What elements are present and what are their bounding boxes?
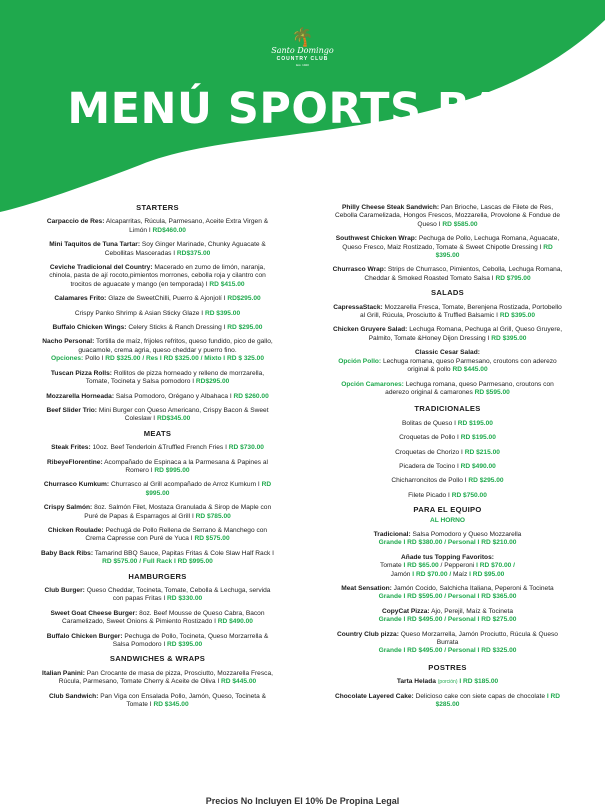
item-price: RD$460.00 (152, 226, 186, 234)
item-desc: Acompañado de Espinaca a la Parmesana & Papines al Romero (104, 458, 269, 474)
pizza-meat-sensation (330, 585, 565, 602)
item-desc: Soy Ginger Marinade, Chunky Aguacate & Cebollitas Masceradas (104, 241, 266, 257)
item-price: RD $795.00 (495, 274, 531, 282)
item-price: RD $445.00 (221, 678, 257, 686)
item-price: RD$345.00 (156, 415, 191, 423)
menu-item: Club Burger: Queso Cheddar, Tocineta, Tomate, Cebolla & Lechuga, servida con papas Fritas I RD $330.00 (44, 587, 271, 603)
dessert-tarta-helada (330, 678, 565, 686)
item-desc: Glaze de SweetChilli, Puerro & Ajonjolí (108, 295, 222, 303)
menu-item: Southwest Chicken Wrap: Pechuga de Pollo, Lechuga Romana, Aguacate, Queso Fresco, Maiz Rostizado, Tomate & Sweet Chipotle Dressing I RD $395.00 (335, 235, 560, 260)
item-desc: Bolitas de Queso (402, 419, 453, 427)
pizza-toppings (330, 554, 565, 579)
item-price: RD $785.00 (195, 512, 231, 520)
item-name: Italian Panini: (42, 669, 85, 677)
item-price: Grande I RD $380.00 / Personal I RD $210.00 (378, 539, 517, 547)
pizza-copycat (330, 608, 565, 625)
item-price: I RD $285.00 (435, 692, 561, 709)
item-price: RD $395.00 (499, 312, 536, 320)
club-logo (0, 28, 605, 67)
item-desc: Filete Picado (408, 491, 447, 499)
section-heading-tradicionales: TRADICIONALES (414, 404, 481, 414)
item-name: Buffalo Chicken Burger: (46, 632, 123, 640)
options-label: Opciones: (51, 355, 84, 363)
menu-item: Beef Slider Trio: Mini Burger con Queso Americano, Crispy Bacon & Sweet Coleslaw I RD$345.00 (46, 406, 269, 423)
item-price: RD $195.00 (457, 419, 493, 427)
item-desc: Pechuga de Pollo, Tocineta, Queso Morzarrella & Salsa Pomodoro (112, 632, 269, 649)
item-price: I RD $185.00 (459, 678, 499, 686)
option-desc: Lechuga romana, queso Parmesano, croutons con aderezo original & pollo (382, 357, 557, 374)
menu-item: Carpaccio de Res: Alcaparritas, Rúcula, Parmesano, Aceite Extra Virgen & Limón I RD$460.00 (46, 218, 269, 234)
item-name: Nacho Personal: (42, 338, 95, 346)
item-name: Sweet Goat Cheese Burger: (50, 609, 138, 617)
menu-item: Italian Panini: Pan Crocante de masa de pizza, Prosciutto, Mozzarella Fresca, Rúcula, Parmesano, Tomate Cherry & Aceite de Oliva I RD $445.00 (42, 669, 273, 686)
item-desc: Strips de Churrasco, Pimientos, Cebolla, Lechuga Romana, Cheddar & Smoked Roasted Tomato Salsa (364, 266, 563, 282)
right-column (330, 204, 565, 715)
menu-item: Steak Frites: 10oz. Beef Tenderloin &Truffled French Fries I RD $730.00 (51, 444, 264, 452)
item-name: CopyCat Pizza: (381, 607, 430, 615)
topping-name: Maíz (453, 570, 468, 578)
item-price: RD $730.00 (228, 444, 264, 452)
item-desc: Rollitos de pizza horneado y relleno de morrzarella, Tomate, Tocineta y Salsa pomodoro (85, 369, 265, 386)
item-name: Churrasco Wrap: (332, 266, 387, 274)
item-desc: 8oz. Beef Mousse de Queso Cabra, Bacon Caramelizado, Sweet Onions & Pimiento Rostizado (62, 609, 265, 626)
item-price: RD $445.00 (452, 366, 488, 374)
item-desc: Croquetas de Pollo (399, 434, 456, 442)
logo-country-club: COUNTRY CLUB (276, 56, 329, 62)
menu-item: Buffalo Chicken Wings: Celery Sticks & Ranch Dressing I RD $295.00 (52, 324, 263, 332)
item-price: RD $595.00 (474, 388, 510, 396)
item-desc: Tamarind BBQ Sauce, Papitas Fritas & Cole Slaw Half Rack (94, 549, 271, 557)
item-desc: Alcaparritas, Rúcula, Parmesano, Aceite Extra Virgen & Limón (105, 218, 269, 234)
item-price: RD$375.00 (176, 249, 211, 257)
section-heading-sandwiches: SANDWICHES & WRAPS (109, 654, 206, 664)
footer-note: Precios No Incluyen El 10% De Propina Legal (205, 796, 400, 806)
menu-item-classic-cesar-shrimp (330, 381, 565, 398)
pizza-country-club (330, 631, 565, 656)
section-heading-meats: MEATS (143, 428, 172, 438)
portion-tag: (porción) (437, 679, 458, 686)
menu-item: Croquetas de Chorizo I RD $215.00 (395, 448, 500, 456)
section-subheading-al-horno: AL HORNO (429, 516, 466, 524)
topping-price: I RD $95.00 (469, 570, 505, 578)
item-price: RD $395.00 (204, 309, 241, 317)
menu-item: Crispy Salmón: 8oz. Salmón Filet, Mostaza Granulada & Sirop de Maple con Puré de Papas & Esparragos al Grill I RD $785.00 (43, 504, 272, 520)
option-label: Opción Camarones: (341, 380, 404, 388)
menu-item: CapressaStack: Mozzarella Fresca, Tomate, Berenjena Rostizada, Portobello al Grill, Rúcula, Prosciutto & Truffled Balsamic I RD $395.00 (333, 303, 562, 320)
topping-name: / Pepperoni (440, 562, 475, 570)
menu-item: Churrasco Kumkum: Churrasco al Grill acompañado de Arroz Kumkum I RD $995.00 (43, 481, 272, 497)
item-price: RD $490.00 (460, 462, 496, 470)
item-price: RD $395.00 (167, 641, 203, 649)
item-desc: Salsa Pomodoro y Queso Mozzarella (412, 530, 522, 538)
pizza-tradicional (330, 531, 565, 548)
item-name: Meat Sensation: (341, 585, 392, 592)
section-heading-salads: SALADS (430, 288, 465, 298)
item-desc: Pan Viga con Ensalada Pollo, Jamón, Queso, Tocineta & Tomate (100, 692, 267, 709)
item-name: RibeyeFlorentine: (46, 458, 103, 466)
topping-name: Tomate (380, 562, 402, 570)
item-price: RD$295.00 (195, 378, 230, 386)
item-price: RD $995.00 (145, 481, 272, 497)
item-price: RD $415.00 (209, 280, 245, 288)
left-column (40, 204, 275, 715)
item-price: RD $260.00 (233, 392, 269, 400)
dessert-chocolate-cake (330, 693, 565, 710)
item-name: Chicken Roulade: (47, 526, 104, 534)
item-desc: Lechuga Romana, Pechuga al Grill, Queso Gruyere, Palmito, Tomate &Honey Dijon Dressing (368, 326, 563, 342)
item-price: RD $295.00 (468, 477, 504, 485)
item-name: Club Burger: (44, 587, 85, 594)
menu-title: MENÚ SPORTS BAR (67, 84, 538, 134)
topping-price: I RD $70.00 / (476, 562, 515, 570)
menu-item: Crispy Panko Shrimp & Asian Sticky Glaze I RD $395.00 (74, 309, 241, 317)
menu-item: Chicharroncitos de Pollo I RD $295.00 (391, 477, 504, 485)
item-price-extra: / Full Rack I RD $995.00 (139, 558, 213, 566)
options-desc: Pollo (85, 355, 100, 363)
item-desc: Celery Sticks & Ranch Dressing (128, 324, 222, 332)
menu-item: Nacho Personal: Tortilla de maíz, frijoles refritos, queso fundido, pico de gallo, guacamole, crema agria, queso cheddar y puerro fino. Opciones: Pollo I RD $325.00 / Res I RD $325.00 / Mixto I RD $ 325.00 (42, 338, 273, 363)
item-price: RD $330.00 (167, 595, 203, 603)
item-price: RD $395.00 (491, 334, 527, 342)
menu-item: RibeyeFlorentine: Acompañado de Espinaca a la Parmesana & Papines al Romero I RD $995.00 (46, 458, 269, 474)
menu-item: Mozzarella Horneada: Salsa Pomodoro, Orégano y Albahaca I RD $260.00 (46, 392, 269, 400)
topping-price: I RD $65.00 (403, 562, 439, 570)
item-desc: 10oz. Beef Tenderloin &Truffled French Fries (92, 444, 224, 452)
item-name: Carpaccio de Res: (46, 218, 105, 226)
menu-item: Philly Cheese Steak Sandwich: Pan Brioche, Lascas de Filete de Res, Cebolla Caramelizada, Hongos Frescos, Mozzarella, Provolone & Fondue de Queso I RD $585.00 (334, 204, 561, 228)
item-desc: 8oz. Salmón Filet, Mostaza Granulada & Sirop de Maple con Puré de Papas & Esparragos al Grill (84, 504, 272, 520)
item-name: Mozzarella Horneada: (46, 392, 115, 400)
item-desc: Jamón Cocido, Salchicha Italiana, Peperoni & Tocineta (393, 585, 554, 592)
section-heading-hamburgers: HAMBURGERS (128, 571, 187, 581)
item-price: Grande I RD $495.00 / Personal I RD $275.00 (378, 616, 517, 624)
item-name: Tuscan Pizza Rolls: (50, 369, 112, 377)
item-name: Tradicional: (373, 530, 411, 538)
item-price: Grande I RD $495.00 / Personal I RD $325.00 (378, 647, 517, 655)
item-desc: Mozzarella Fresca, Tomate, Berenjena Rostizada, Portobello al Grill, Rúcula, Prosciutto & Truffled Balsamic (359, 303, 562, 320)
item-price: RD $575.00 (102, 558, 138, 566)
item-desc: Macerado en zumo de limón, naranja, chinola, pasta de ají rocoto,pimientos morrones, cebolla roja y cilantro con trocitos de aguacate y mango (en temporada) (49, 264, 266, 288)
item-desc: Crispy Panko Shrimp & Asian Sticky Glaze (74, 309, 200, 317)
item-desc: Ajo, Perejil, Maíz & Tocineta (431, 607, 514, 615)
menu-item: Calamares Frito: Glaze de SweetChilli, Puerro & Ajonjolí I RD$295.00 (54, 295, 261, 303)
item-desc: Queso Morzarrella, Jamón Prociutto, Rúcula & Queso Burrata (400, 630, 558, 647)
item-name: Country Club pizza: (337, 630, 399, 638)
item-name: Club Sandwich: (48, 692, 99, 700)
item-name: Mini Taquitos de Tuna Tartar: (49, 241, 141, 249)
section-heading-equipo: PARA EL EQUIPO (413, 505, 482, 515)
item-price: RD $195.00 (460, 434, 496, 442)
item-name: Añade tus Topping Favoritos: (401, 553, 494, 561)
item-name: Chicken Gruyere Salad: (332, 326, 408, 334)
item-name: Baby Back Ribs: (41, 549, 94, 557)
item-price: RD $325.00 (105, 355, 141, 363)
item-desc: Churrasco al Grill acompañado de Arroz Kumkum (110, 481, 257, 489)
option-desc: Lechuga romana, queso Parmesano, croutons con aderezo original & camarones (385, 380, 554, 396)
menu-item: Baby Back Ribs: Tamarind BBQ Sauce, Papitas Fritas & Cole Slaw Half Rack I RD $575.00 / Full Rack I RD $995.00 (41, 549, 274, 566)
menu-item-classic-cesar (330, 349, 565, 374)
item-price: RD $750.00 (451, 491, 487, 499)
menu-item: Chicken Roulade: Pechugá de Pollo Rellena de Serrano & Manchego con Crema Capresse con Puré de Yuca I RD $575.00 (47, 526, 268, 543)
item-price-extra: / Res I RD $325.00 / Mixto I RD $ 325.00 (142, 355, 264, 363)
menu-item: Filete Picado I RD $750.00 (408, 491, 487, 499)
section-heading-starters: STARTERS (136, 203, 179, 212)
item-name: CapressaStack: (333, 303, 383, 311)
item-price: RD $215.00 (464, 448, 500, 456)
item-desc: Pan Brioche, Lascas de Filete de Res, Cebolla Caramelizada, Hongos Frescos, Mozzarella, Provolone & Fondue de Queso (334, 204, 561, 228)
item-price: RD $575.00 (194, 535, 230, 543)
item-name: Beef Slider Trio: (46, 406, 98, 414)
item-desc: Delicioso cake con siete capas de chocolate (415, 692, 545, 700)
menu-item: Sweet Goat Cheese Burger: 8oz. Beef Mousse de Queso Cabra, Bacon Caramelizado, Sweet Onions & Pimiento Rostizado I RD $490.00 (50, 609, 265, 626)
item-price: RD$295.00 (227, 295, 261, 303)
item-price: RD $585.00 (442, 220, 478, 228)
item-name: Tarta Helada (396, 678, 436, 686)
topping-price: I RD $70.00 / (412, 570, 452, 578)
item-desc: Picadera de Tocino (399, 462, 456, 470)
item-desc: Croquetas de Chorizo (395, 448, 460, 456)
item-desc: Salsa Pomodoro, Orégano y Albahaca (115, 392, 229, 400)
item-desc: Chicharroncitos de Pollo (391, 477, 463, 485)
logo-script: Santo Domingo (271, 46, 334, 55)
item-name: Buffalo Chicken Wings: (52, 324, 127, 332)
item-name: Crispy Salmón: (43, 504, 93, 512)
item-name: Classic Cesar Salad: (415, 349, 480, 357)
item-desc: Queso Cheddar, Tocineta, Tomate, Cebolla & Lechuga, servida con papas Fritas (86, 587, 271, 603)
menu-item: Bolitas de Queso I RD $195.00 (402, 419, 493, 427)
menu-item: Buffalo Chicken Burger: Pechuga de Pollo, Tocineta, Queso Morzarrella & Salsa Pomodoro I RD $395.00 (46, 632, 269, 649)
item-name: Churrasco Kumkum: (43, 481, 110, 489)
palm-tree-icon: 🌴 (291, 27, 314, 47)
item-name: Philly Cheese Steak Sandwich: (341, 204, 440, 211)
item-name: Calamares Frito: (54, 295, 107, 303)
item-desc: Pechugá de Pollo Rellena de Serrano & Manchego con Crema Capresse con Puré de Yuca (85, 526, 268, 543)
item-desc: Mini Burger con Queso Americano, Crispy Bacon & Sweet Coleslaw (98, 406, 269, 423)
item-desc: Pechuga de Pollo, Lechuga Romana, Aguacate, Queso Fresco, Maiz Rostizado, Tomate & Sweet Chipotle Dressing (342, 235, 560, 251)
item-price: Grande I RD $595.00 / Personal I RD $365.00 (378, 593, 517, 601)
menu-item: Churrasco Wrap: Strips de Churrasco, Pimientos, Cebolla, Lechuga Romana, Cheddar & Smoked Roasted Tomato Salsa I RD $795.00 (332, 266, 563, 282)
topping-name: Jamón (390, 570, 411, 578)
item-desc: Pan Crocante de masa de pizza, Prosciutto, Mozzarella Fresca, Rúcula, Parmesano, Tomate Cherry & Aceite de Oliva (58, 669, 273, 686)
menu-item: Ceviche Tradicional del Country: Macerado en zumo de limón, naranja, chinola, pasta de ají rocoto,pimientos morrones, cebolla roja y cilantro con trocitos de aguacate y mango (en temporada) I RD $415.00 (49, 264, 266, 288)
menu-item: Croquetas de Pollo I RD $195.00 (399, 434, 496, 442)
item-price: RD $345.00 (153, 701, 189, 709)
option-label: Opción Pollo: (338, 357, 382, 365)
item-price: RD $995.00 (154, 466, 190, 474)
menu-item: Mini Taquitos de Tuna Tartar: Soy Ginger Marinade, Chunky Aguacate & Cebollitas Masceradas I RD$375.00 (49, 241, 266, 257)
item-name: Southwest Chicken Wrap: (335, 235, 417, 243)
item-desc: Tortilla de maíz, frijoles refritos, queso fundido, pico de gallo, guacamole, crema agria, queso cheddar y puerro fino. (78, 338, 273, 354)
section-heading-postres: POSTRES (428, 662, 467, 672)
item-name: Steak Frites: (51, 444, 91, 452)
menu-item: Chicken Gruyere Salad: Lechuga Romana, Pechuga al Grill, Queso Gruyere, Palmito, Tomate &Honey Dijon Dressing I RD $395.00 (332, 326, 563, 342)
item-name: Chocolate Layered Cake: (334, 692, 414, 700)
item-name: Ceviche Tradicional del Country: (49, 264, 153, 272)
menu-item: Tuscan Pizza Rolls: Rollitos de pizza horneado y relleno de morrzarella, Tomate, Tocineta y Salsa pomodoro I RD$295.00 (50, 369, 265, 386)
logo-tagline: Est. 1920 (296, 63, 309, 67)
item-price: RD $395.00 (435, 243, 553, 260)
menu-item: Picadera de Tocino I RD $490.00 (399, 462, 496, 470)
item-price: RD $295.00 (227, 324, 263, 332)
item-price: RD $490.00 (217, 618, 253, 626)
menu-item: Club Sandwich: Pan Viga con Ensalada Pollo, Jamón, Queso, Tocineta & Tomate I RD $345.00 (48, 692, 267, 709)
